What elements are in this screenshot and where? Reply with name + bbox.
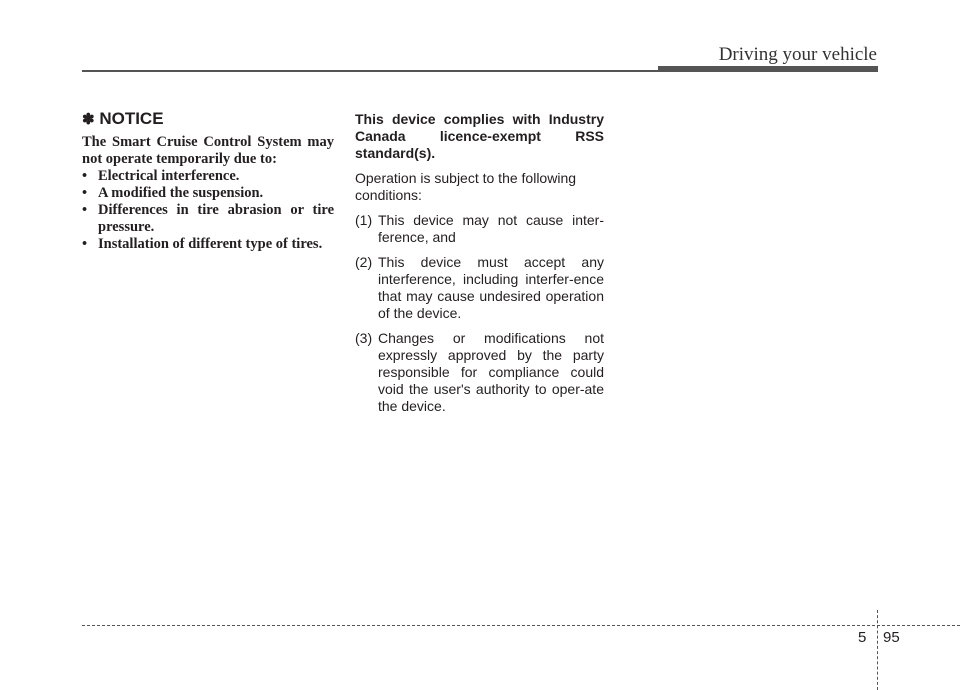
- condition-number: (2): [355, 254, 373, 270]
- bullet-text: Electrical interference.: [98, 168, 240, 184]
- section-title: Driving your vehicle: [718, 44, 877, 65]
- conditions-list: [355, 212, 604, 415]
- bullet-text: Installation of different type of tires.: [98, 236, 323, 252]
- bullet-text: Differences in tire abrasion or tire pressure.: [98, 202, 334, 235]
- notice-heading-text: NOTICE: [99, 109, 164, 128]
- header-rule: [82, 70, 658, 72]
- header-bar: [658, 66, 878, 72]
- condition-number: (3): [355, 330, 373, 346]
- list-item: [82, 168, 334, 185]
- page-number: 95: [883, 629, 900, 646]
- list-item: [82, 185, 334, 202]
- list-item: [82, 236, 334, 253]
- condition-number: (1): [355, 212, 373, 228]
- condition-text: This device must accept any interference, including interfer-ence that may cause undesired operation of the device.: [378, 254, 604, 321]
- footer-dashed-rule: [82, 625, 960, 626]
- list-item: [355, 212, 604, 246]
- bullet-dot: •: [82, 202, 88, 218]
- list-item: [355, 254, 604, 322]
- condition-text: This device may not cause inter-ference, and: [378, 212, 604, 245]
- bullet-dot: •: [82, 168, 88, 184]
- compliance-column: [355, 111, 604, 423]
- notice-column: [82, 110, 334, 253]
- compliance-statement: This device complies with Industry Canada licence-exempt RSS standard(s).: [355, 111, 604, 161]
- bullet-text: A modified the suspension.: [98, 185, 264, 201]
- bullet-dot: •: [82, 236, 88, 252]
- notice-bullet-list: [82, 168, 334, 253]
- list-item: [355, 330, 604, 415]
- conditions-intro: Operation is subject to the following conditions:: [355, 170, 577, 203]
- condition-text: Changes or modifications not expressly approved by the party responsible for compliance could void the user's authority to oper-ate the device.: [378, 330, 604, 414]
- footer-vertical-dashed-rule: [877, 610, 878, 690]
- list-item: [82, 202, 334, 236]
- notice-intro: The Smart Cruise Control System may not operate temporarily due to:: [82, 134, 334, 167]
- notice-heading: [82, 110, 334, 128]
- notice-star-icon: ✽: [82, 111, 95, 128]
- bullet-dot: •: [82, 185, 88, 201]
- chapter-number: 5: [858, 629, 867, 646]
